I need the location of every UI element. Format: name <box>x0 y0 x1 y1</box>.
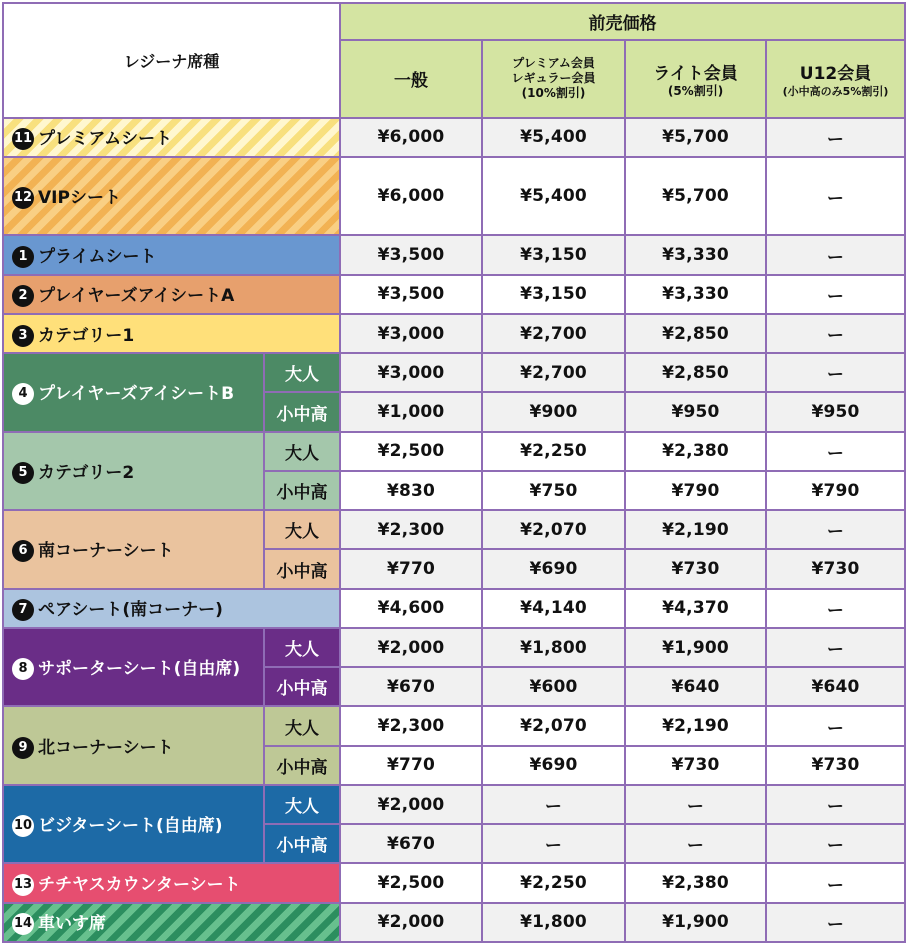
price-cell: ー <box>482 785 625 824</box>
sub-adult: 大人 <box>264 785 340 824</box>
seat-category-1 <box>3 314 340 353</box>
ticket-price-table <box>2 2 906 943</box>
price-cell: ¥5,400 <box>482 157 625 236</box>
header-light-sub: (5%割引) <box>667 83 724 98</box>
price-cell: ¥750 <box>482 471 625 510</box>
header-premium-line3: (10%割引) <box>521 86 586 101</box>
seat-name: VIPシート <box>38 188 121 209</box>
price-cell: ¥2,300 <box>340 706 482 745</box>
seat-name: チチヤスカウンターシート <box>38 875 241 896</box>
price-cell: ー <box>766 157 905 236</box>
price-cell: ¥2,380 <box>625 863 766 902</box>
price-cell: ¥3,500 <box>340 235 482 274</box>
sub-adult: 大人 <box>264 510 340 549</box>
price-cell: ¥2,500 <box>340 432 482 471</box>
seat-north-corner <box>3 706 264 785</box>
price-cell: ¥2,070 <box>482 510 625 549</box>
price-cell: ¥1,900 <box>625 628 766 667</box>
seat-south-corner <box>3 510 264 589</box>
price-cell: ー <box>766 275 905 314</box>
price-cell: ¥4,370 <box>625 589 766 628</box>
price-cell: ¥640 <box>766 667 905 706</box>
price-cell: ¥690 <box>482 746 625 785</box>
header-light-member <box>625 40 766 117</box>
seat-wheelchair <box>3 903 340 942</box>
seat-number-badge: 3 <box>12 325 34 347</box>
seat-number-badge: 12 <box>12 187 34 209</box>
price-cell: ¥670 <box>340 667 482 706</box>
sub-child: 小中高 <box>264 667 340 706</box>
price-cell: ー <box>766 510 905 549</box>
seat-name: 車いす席 <box>38 914 106 935</box>
price-cell: ¥3,000 <box>340 353 482 392</box>
seat-number-badge: 11 <box>12 128 34 150</box>
price-cell: ¥3,000 <box>340 314 482 353</box>
price-cell: ー <box>625 824 766 863</box>
seat-number-badge: 6 <box>12 540 34 562</box>
price-cell: ¥950 <box>625 392 766 431</box>
price-cell: ¥2,190 <box>625 510 766 549</box>
price-cell: ー <box>766 589 905 628</box>
price-cell: ¥5,700 <box>625 157 766 236</box>
price-cell: ¥2,250 <box>482 863 625 902</box>
sub-adult: 大人 <box>264 353 340 392</box>
price-cell: ¥690 <box>482 549 625 588</box>
price-cell: ー <box>766 235 905 274</box>
seat-number-badge: 1 <box>12 246 34 268</box>
header-seat-type: レジーナ席種 <box>3 3 340 118</box>
header-general: 一般 <box>340 40 482 117</box>
price-cell: ¥770 <box>340 746 482 785</box>
price-cell: ¥2,190 <box>625 706 766 745</box>
price-cell: ー <box>766 432 905 471</box>
seat-visitor <box>3 785 264 864</box>
price-cell: ¥2,700 <box>482 314 625 353</box>
seat-name: プライムシート <box>38 247 157 268</box>
seat-prime <box>3 235 340 274</box>
seat-name: プレイヤーズアイシートB <box>38 384 235 405</box>
price-cell: ¥3,330 <box>625 235 766 274</box>
price-cell: ¥3,150 <box>482 235 625 274</box>
seat-pair <box>3 589 340 628</box>
price-cell: ¥950 <box>766 392 905 431</box>
seat-number-badge: 9 <box>12 737 34 759</box>
price-cell: ¥790 <box>766 471 905 510</box>
seat-number-badge: 4 <box>12 383 34 405</box>
seat-number-badge: 7 <box>12 599 34 621</box>
seat-vip <box>3 157 340 236</box>
price-cell: ¥1,000 <box>340 392 482 431</box>
seat-number-badge: 8 <box>12 658 34 680</box>
price-cell: ー <box>625 785 766 824</box>
sub-adult: 大人 <box>264 432 340 471</box>
price-cell: ¥770 <box>340 549 482 588</box>
seat-name: 南コーナーシート <box>38 541 174 562</box>
price-cell: ー <box>766 314 905 353</box>
price-cell: ¥830 <box>340 471 482 510</box>
seat-number-badge: 2 <box>12 285 34 307</box>
header-premium-line2: レギュラー会員 <box>511 71 596 86</box>
seat-name: カテゴリー2 <box>38 462 135 483</box>
header-u12-member <box>766 40 905 117</box>
price-cell: ¥5,700 <box>625 118 766 157</box>
price-cell: ー <box>766 824 905 863</box>
header-light-title: ライト会員 <box>653 63 738 84</box>
price-cell: ー <box>766 118 905 157</box>
sub-child: 小中高 <box>264 392 340 431</box>
price-cell: ー <box>766 628 905 667</box>
price-cell: ー <box>766 903 905 942</box>
price-cell: ¥730 <box>766 549 905 588</box>
price-cell: ¥730 <box>625 746 766 785</box>
price-cell: ¥1,800 <box>482 628 625 667</box>
price-cell: ¥4,140 <box>482 589 625 628</box>
seat-name: 北コーナーシート <box>38 737 174 758</box>
price-cell: ¥900 <box>482 392 625 431</box>
price-cell: ¥2,000 <box>340 785 482 824</box>
price-cell: ¥3,500 <box>340 275 482 314</box>
header-u12-sub: (小中高のみ5%割引) <box>782 84 889 98</box>
price-cell: ¥640 <box>625 667 766 706</box>
seat-name: ビジターシート(自由席) <box>38 816 223 837</box>
price-cell: ¥790 <box>625 471 766 510</box>
price-cell: ー <box>766 353 905 392</box>
price-cell: ¥2,250 <box>482 432 625 471</box>
price-cell: ¥2,300 <box>340 510 482 549</box>
seat-name: ペアシート(南コーナー) <box>38 600 223 621</box>
price-cell: ¥1,900 <box>625 903 766 942</box>
sub-child: 小中高 <box>264 824 340 863</box>
price-cell: ¥4,600 <box>340 589 482 628</box>
price-cell: ¥600 <box>482 667 625 706</box>
sub-child: 小中高 <box>264 471 340 510</box>
price-cell: ¥1,800 <box>482 903 625 942</box>
sub-child: 小中高 <box>264 549 340 588</box>
seat-name: プレイヤーズアイシートA <box>38 286 235 307</box>
seat-number-badge: 13 <box>12 874 34 896</box>
price-cell: ¥2,380 <box>625 432 766 471</box>
price-cell: ¥670 <box>340 824 482 863</box>
seat-supporter <box>3 628 264 707</box>
price-cell: ー <box>482 824 625 863</box>
header-u12-title: U12会員 <box>799 63 872 84</box>
seat-premium <box>3 118 340 157</box>
price-cell: ¥6,000 <box>340 157 482 236</box>
seat-counter <box>3 863 340 902</box>
seat-name: プレミアムシート <box>38 129 173 150</box>
header-premium-regular <box>482 40 625 117</box>
seat-name: カテゴリー1 <box>38 325 135 346</box>
price-cell: ¥2,070 <box>482 706 625 745</box>
sub-adult: 大人 <box>264 628 340 667</box>
price-cell: ー <box>766 785 905 824</box>
price-cell: ¥2,700 <box>482 353 625 392</box>
price-cell: ¥2,850 <box>625 353 766 392</box>
price-cell: ¥5,400 <box>482 118 625 157</box>
seat-name: サポーターシート(自由席) <box>38 659 241 680</box>
price-cell: ¥2,000 <box>340 903 482 942</box>
seat-number-badge: 10 <box>12 815 34 837</box>
price-cell: ¥2,850 <box>625 314 766 353</box>
price-cell: ¥3,330 <box>625 275 766 314</box>
price-cell: ¥730 <box>625 549 766 588</box>
price-cell: ¥730 <box>766 746 905 785</box>
seat-players-eye-b <box>3 353 264 432</box>
price-cell: ¥3,150 <box>482 275 625 314</box>
seat-number-badge: 5 <box>12 462 34 484</box>
sub-adult: 大人 <box>264 706 340 745</box>
price-cell: ー <box>766 863 905 902</box>
price-cell: ー <box>766 706 905 745</box>
price-cell: ¥6,000 <box>340 118 482 157</box>
seat-number-badge: 14 <box>12 913 34 935</box>
seat-category-2 <box>3 432 264 511</box>
sub-child: 小中高 <box>264 746 340 785</box>
header-premium-line1: プレミアム会員 <box>512 56 595 71</box>
header-presale-price: 前売価格 <box>340 3 905 40</box>
seat-players-eye-a <box>3 275 340 314</box>
price-cell: ¥2,500 <box>340 863 482 902</box>
price-cell: ¥2,000 <box>340 628 482 667</box>
